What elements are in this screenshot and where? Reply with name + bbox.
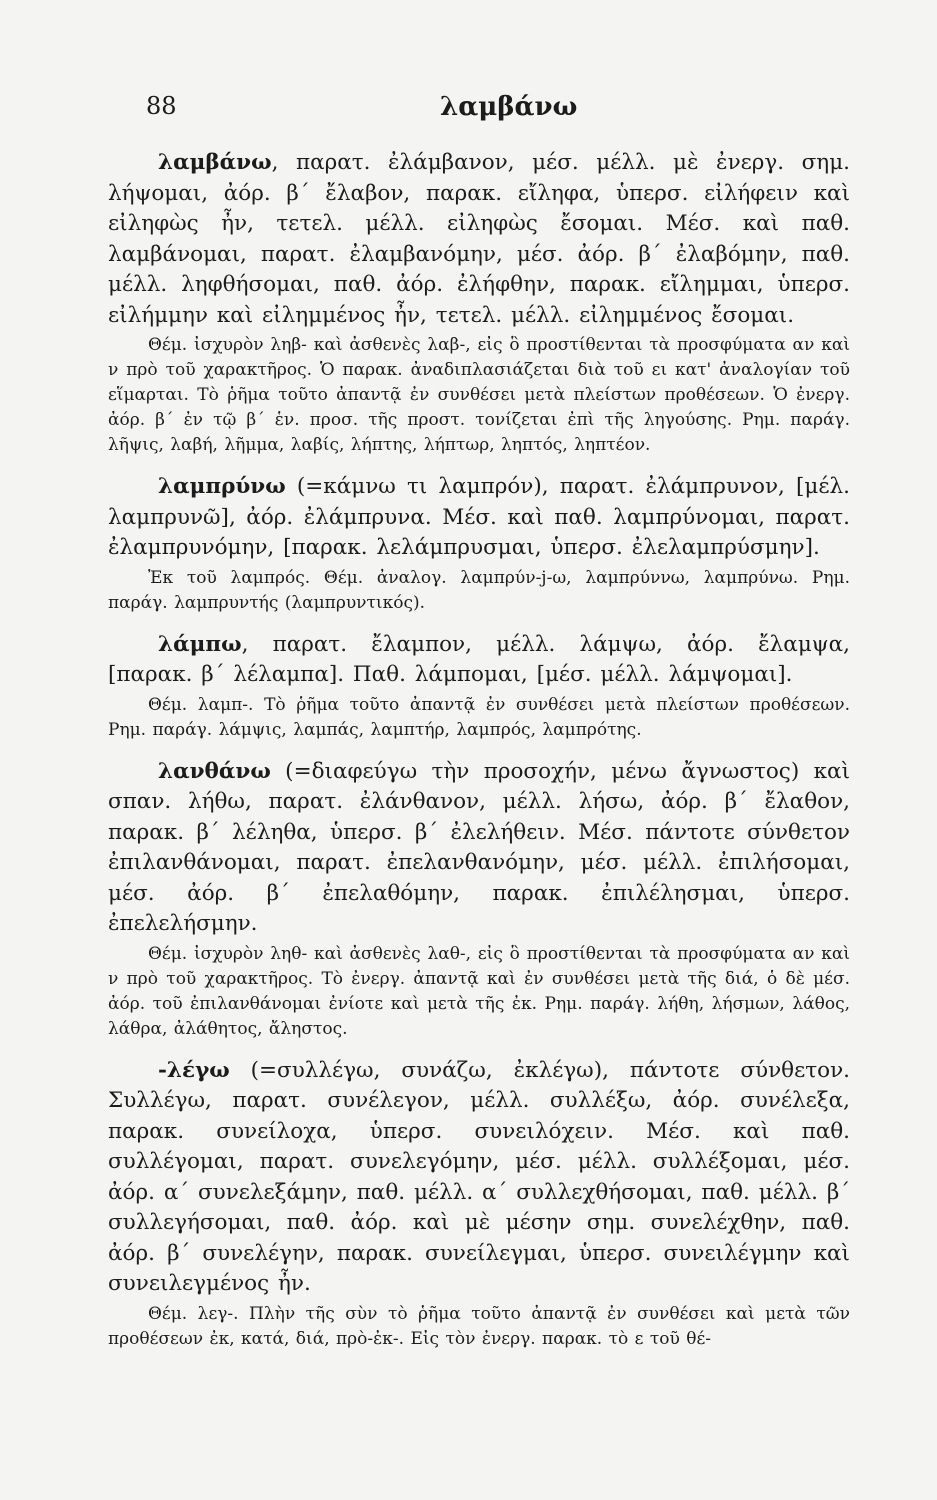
entry-main-text <box>108 757 850 940</box>
entry-note: Θέμ. λεγ-. Πλὴν τῆς σὺν τὸ ῥῆμα τοῦτο ἀπαντᾷ ἐν συνθέσει καὶ μετὰ τῶν προθέσεων ἐκ, κατά, διά, πρὸ-ἐκ-. Εἰς τὸν ἐνεργ. παρακ. τὸ ε τοῦ θέ- <box>108 1303 850 1349</box>
page-number: 88 <box>146 92 177 120</box>
entry-note: Θέμ. ἰσχυρὸν ληθ- καὶ ἀσθενὲς λαθ-, εἰς ὃ προστίθενται τὰ προσφύματα αν καὶ ν πρὸ τοῦ χαρακτῆρος. Τὸ ἐνεργ. ἀπαντᾷ καὶ ἐν συνθέσει μετὰ τῆς διά, ὁ δὲ μέσ. ἀόρ. τοῦ ἐπιλανθάνομαι ἐνίοτε καὶ μετὰ τῆς ἐκ. Ρημ. παράγ. λήθη, λήσμων, λάθος, λάθρα, ἀλάθητος, ἄληστος. <box>108 943 850 1039</box>
entry-lambano <box>108 148 850 458</box>
entry-forms: (=κάμνω τι λαμπρόν), παρατ. ἐλάμπρυνον, [μέλ. λαμπρυνῶ], ἀόρ. ἐλάμπρυνα. Μέσ. καὶ παθ. λαμπρύνομαι, παρατ. ἐλαμπρυνόμην, [παρακ. λελάμπρυσμαι, ὑπερσ. ἐλελαμπρύσμην]. <box>108 474 850 560</box>
entry-lamprynō <box>108 472 850 616</box>
entry-lego <box>108 1056 850 1352</box>
entry-lemma: λαμβάνω <box>158 150 272 175</box>
entry-note: Ἐκ τοῦ λαμπρός. Θέμ. ἀναλογ. λαμπρύν-j-ω, λαμπρύννω, λαμπρύνω. Ρημ. παράγ. λαμπρυντής (λαμπρυντικός). <box>108 567 850 613</box>
entry-main-text <box>108 630 850 691</box>
entry-lemma: λανθάνω <box>158 758 271 784</box>
entry-forms: (=διαφεύγω τὴν προσοχήν, μένω ἄγνωστος) καὶ σπαν. λήθω, παρατ. ἐλάνθανον, μέλλ. λήσω, ἀόρ. β΄ ἔλαθον, παρακ. β΄ λέληθα, ὑπερσ. β΄ ἐλελήθειν. Μέσ. πάντοτε σύνθετον ἐπιλανθάνομαι, παρατ. ἐπελανθανόμην, μέσ. μέλλ. ἐπιλήσομαι, μέσ. ἀόρ. β΄ ἐπελαθόμην, παρακ. ἐπιλέλησμαι, ὑπερσ. ἐπελελήσμην. <box>108 758 850 936</box>
entry-lampo <box>108 630 850 743</box>
entry-note: Θέμ. ἰσχυρὸν ληβ- καὶ ἀσθενὲς λαβ-, εἰς ὃ προστίθενται τὰ προσφύματα αν καὶ ν πρὸ τοῦ χαρακτῆρος. Ὁ παρακ. ἀναδιπλασιάζεται διὰ τοῦ ει κατ' ἀναλογίαν τοῦ εἵμαρται. Τὸ ῥῆμα τοῦτο ἀπαντᾷ ἐν συνθέσει μετὰ πλείστων προθέσεων. Ὁ ἐνεργ. ἀόρ. β΄ ἐν τῷ β΄ ἑν. προσ. τῆς προστ. τονίζεται ἐπὶ τῆς ληγούσης. Ρημ. παράγ. λῆψις, λαβή, λῆμμα, λαβίς, λήπτης, λήπτωρ, ληπτός, ληπτέον. <box>108 335 850 455</box>
entry-forms: (=συλλέγω, συνάζω, ἐκλέγω), πάντοτε σύνθετον. Συλλέγω, παρατ. συνέλεγον, μέλλ. συλλέξω, ἀόρ. συνέλεξα, παρακ. συνείλοχα, ὑπερσ. συνειλόχειν. Μέσ. καὶ παθ. συλλέγομαι, παρατ. συνελεγόμην, μέσ. μέλλ. συλλέξομαι, μέσ. ἀόρ. α΄ συνελεξάμην, παθ. μέλλ. α΄ συλλεχθήσομαι, παθ. μέλλ. β΄ συλλεγήσομαι, παθ. ἀόρ. καὶ μὲ μέσην σημ. συνελέχθην, παθ. ἀόρ. β΄ συνελέγην, παρακ. συνείλεγμαι, ὑπερσ. συνειλέγμην καὶ συνειλεγμένος ἦν. <box>108 1057 850 1296</box>
entry-lemma: λαμπρύνω <box>158 474 286 499</box>
page-body <box>108 148 850 1366</box>
page-header <box>0 92 937 132</box>
entry-main-text <box>108 148 850 331</box>
entry-lanthano <box>108 757 850 1042</box>
running-head: λαμβάνω <box>440 92 578 122</box>
entry-note: Θέμ. λαμπ-. Τὸ ῥῆμα τοῦτο ἀπαντᾷ ἐν συνθέσει μετὰ πλείστων προθέσεων. Ρημ. παράγ. λάμψις, λαμπάς, λαμπτήρ, λαμπρός, λαμπρότης. <box>108 694 850 740</box>
entry-lemma: -λέγω <box>158 1057 230 1083</box>
entry-forms: , παρατ. ἐλάμβανον, μέσ. μέλλ. μὲ ἐνεργ. σημ. λήψομαι, ἀόρ. β΄ ἔλαβον, παρακ. εἴληφα, ὑπερσ. εἰλήφειν καὶ εἰληφὼς ἦν, τετελ. μέλλ. εἰληφὼς ἔσομαι. Μέσ. καὶ παθ. λαμβάνομαι, παρατ. ἐλαμβανόμην, μέσ. ἀόρ. β΄ ἐλαβόμην, παθ. μέλλ. ληφθήσομαι, παθ. ἀόρ. ἐλήφθην, παρακ. εἴλημμαι, ὑπερσ. εἰλήμμην καὶ εἰλημμένος ἦν, τετελ. μέλλ. εἰλημμένος ἔσομαι. <box>108 150 850 328</box>
entry-main-text <box>108 1056 850 1300</box>
entry-main-text <box>108 472 850 564</box>
entry-forms: , παρατ. ἔλαμπον, μέλλ. λάμψω, ἀόρ. ἔλαμψα, [παρακ. β΄ λέλαμπα]. Παθ. λάμπομαι, [μέσ. μέλλ. λάμψομαι]. <box>108 631 850 687</box>
entry-lemma: λάμπω <box>158 631 242 657</box>
